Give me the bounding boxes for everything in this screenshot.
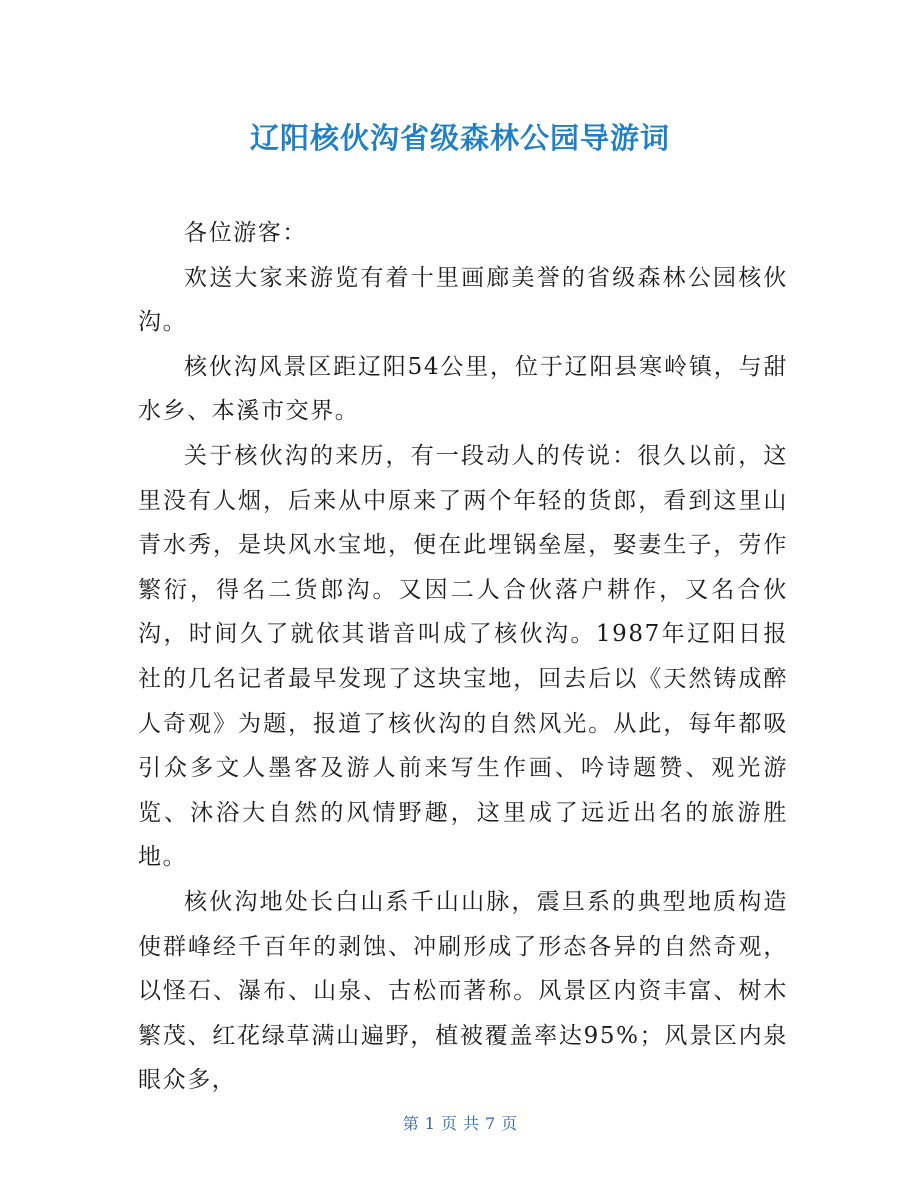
page-footer (0, 1112, 920, 1136)
paragraph-geology: 核伙沟地处长白山系千山山脉，震旦系的典型地质构造使群峰经千百年的剥蚀、冲刷形成了形态各异的自然奇观，以怪石、瀑布、山泉、古松而著称。风景区内资丰富、树木繁茂、红花绿草满山遍野，植被覆盖率达95%；风景区内泉眼众多， (138, 888, 788, 1094)
footer-total-prefix: 共 (463, 1114, 480, 1133)
paragraph-greeting: 各位游客： (184, 220, 307, 246)
paragraph-welcome: 欢送大家来游览有着十里画廊美誉的省级森林公园核伙沟。 (138, 264, 788, 336)
footer-total-word: 页 (501, 1114, 518, 1133)
document-title: 辽阳核伙沟省级森林公园导游词 (249, 121, 670, 155)
footer-total-pages: 7 (485, 1114, 496, 1133)
footer-current-page: 1 (424, 1114, 435, 1133)
footer-page-prefix: 第 (402, 1114, 419, 1133)
paragraph-history: 关于核伙沟的来历，有一段动人的传说：很久以前，这里没有人烟，后来从中原来了两个年轻的货郎，看到这里山青水秀，是块风水宝地，便在此埋锅垒屋，娶妻生子，劳作繁衍，得名二货郎沟。又因二人合伙落户耕作，又名合伙沟，时间久了就依其谐音叫成了核伙沟。1987年辽阳日报社的几名记者最早发现了这块宝地，回去后以《天然铸成醉人奇观》为题，报道了核伙沟的自然风光。从此，每年都吸引众多文人墨客及游人前来写生作画、吟诗题赞、观光游览、沐浴大自然的风情野趣，这里成了远近出名的旅游胜地。 (138, 442, 788, 871)
document-body (138, 211, 788, 1103)
paragraph-location: 核伙沟风景区距辽阳54公里，位于辽阳县寒岭镇，与甜水乡、本溪市交界。 (138, 353, 788, 425)
footer-page-word: 页 (440, 1114, 457, 1133)
